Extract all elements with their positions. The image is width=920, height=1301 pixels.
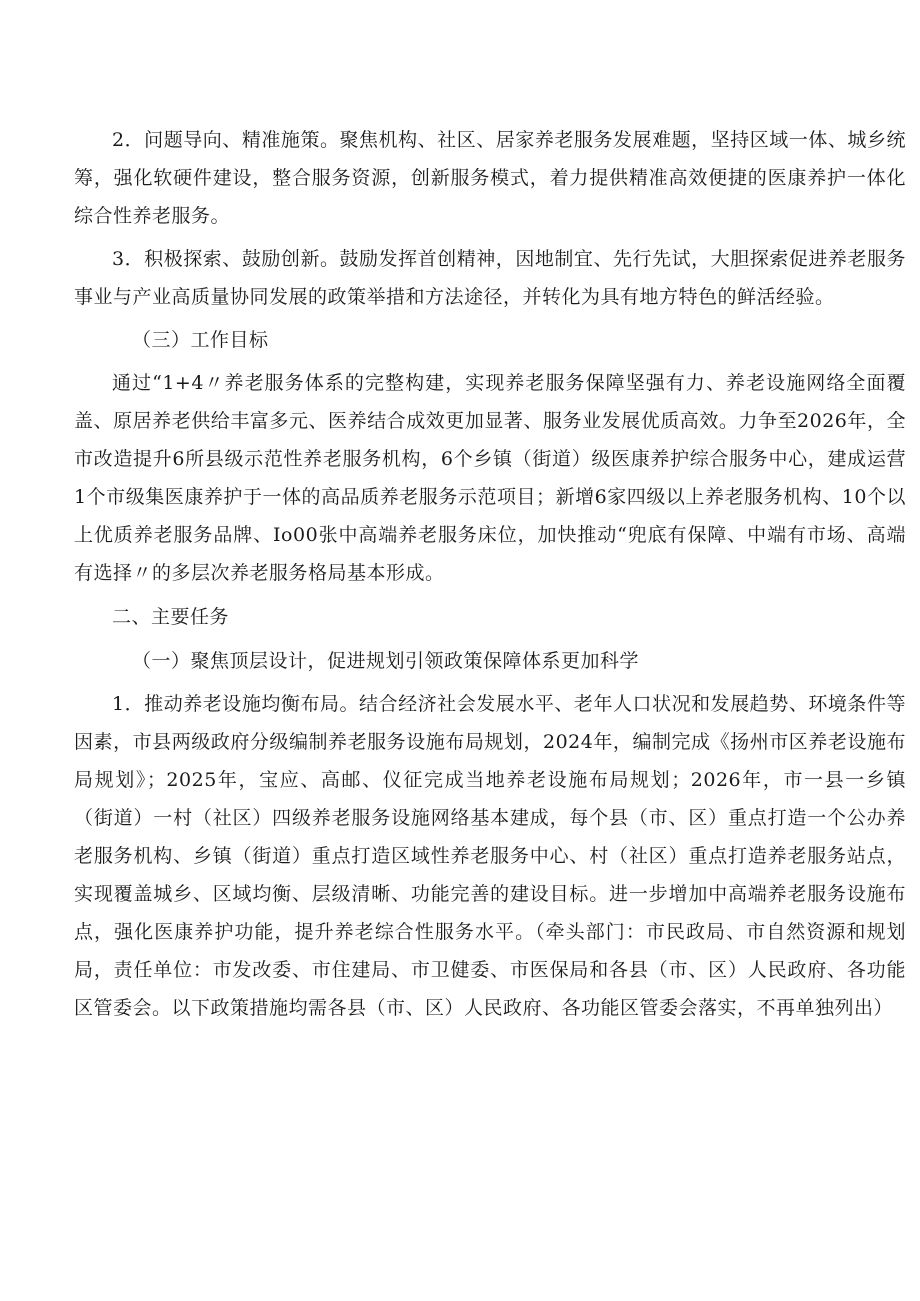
paragraph-work-goals-body: 通过“1+4〃养老服务体系的完整构建，实现养老服务保障坚强有力、养老设施网络全面覆盖、原居养老供给丰富多元、医养结合成效更加显著、服务业发展优质高效。力争至2026年，全市改造提升6所县级示范性养老服务机构，6个乡镇（街道）级医康养护综合服务中心，建成运营1个市级集医康养护于一体的高品质养老服务示范项目；新增6家四级以上养老服务机构、10个以上优质养老服务品牌、Io00张中高端养老服务床位，加快推动“兜底有保障、中端有市场、高端有选择〃的多层次养老服务格局基本形成。 (74, 372, 906, 584)
section-heading-main-tasks: 二、主要任务 (112, 606, 230, 628)
subheading-work-goals: （三）工作目标 (132, 329, 269, 351)
document-body (74, 121, 906, 1027)
subheading-top-level-design: （一）聚焦顶层设计，促进规划引领政策保障体系更加科学 (132, 650, 640, 672)
paragraph-item-3: 3．积极探索、鼓励创新。鼓励发挥首创精神，因地制宜、先行先试，大胆探索促进养老服务事业与产业高质量协同发展的政策举措和方法途径，并转化为具有地方特色的鲜活经验。 (74, 248, 906, 308)
paragraph-item-1: 1．推动养老设施均衡布局。结合经济社会发展水平、老年人口状况和发展趋势、环境条件等因素，市县两级政府分级编制养老服务设施布局规划，2024年，编制完成《扬州市区养老设施布局规划》；2025年，宝应、高邮、仪征完成当地养老设施布局规划；2026年，市一县一乡镇（街道）一村（社区）四级养老服务设施网络基本建成，每个县（市、区）重点打造一个公办养老服务机构、乡镇（街道）重点打造区域性养老服务中心、村（社区）重点打造养老服务站点，实现覆盖城乡、区域均衡、层级清晰、功能完善的建设目标。进一步增加中高端养老服务设施布点，强化医康养护功能，提升养老综合性服务水平。（牵头部门：市民政局、市自然资源和规划局，责任单位：市发改委、市住建局、市卫健委、市医保局和各县（市、区）人民政府、各功能区管委会。以下政策措施均需各县（市、区）人民政府、各功能区管委会落实，不再单独列出） (74, 693, 906, 1019)
paragraph-item-2: 2．问题导向、精准施策。聚焦机构、社区、居家养老服务发展难题，坚持区域一体、城乡统筹，强化软硬件建设，整合服务资源，创新服务模式，着力提供精准高效便捷的医康养护一体化综合性养老服务。 (74, 129, 906, 227)
